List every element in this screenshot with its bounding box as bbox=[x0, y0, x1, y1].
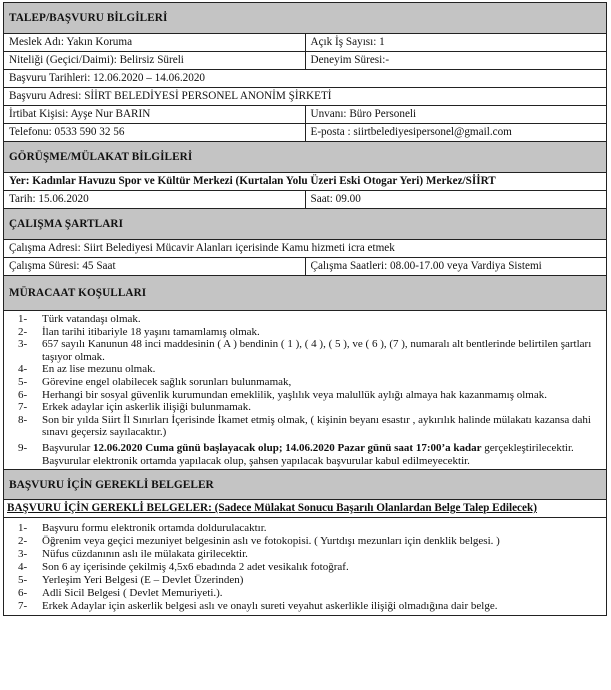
list-item: 7- Erkek Adaylar için askerlik belgesi aslı ve onaylı sureti veyahut askerlikle ilişiği olmadığına dair belge. bbox=[18, 599, 498, 612]
basvuru-tarih-vurgu: 12.06.2020 Cuma günü başlayacak olup; 14.06.2020 Pazar günü saat 17:00’a kadar bbox=[93, 441, 482, 454]
section-header-calisma: ÇALIŞMA ŞARTLARI bbox=[4, 209, 607, 240]
list-item: 6- Herhangi bir sosyal güvenlik kurumundan emeklilik, yaşlılık veya malullük aylığı almaya hak kazanmamış olmak. bbox=[18, 388, 547, 401]
belgeler-list bbox=[18, 522, 600, 612]
calisma-suresi-field: Çalışma Süresi: 45 Saat bbox=[4, 258, 306, 276]
job-posting-document bbox=[3, 2, 607, 616]
list-item: 4- En az lise mezunu olmak. bbox=[18, 363, 156, 376]
list-item: 6- Adli Sicil Belgesi ( Devlet Memuriyeti.). bbox=[18, 586, 223, 599]
list-item: 7- Erkek adaylar için askerlik ilişiği bulunmamak. bbox=[18, 401, 251, 414]
list-item: 8- Son bir yılda Siirt İl Sınırları İçerisinde İkamet etmiş olmak, ( kişinin beyanı esastır , aykırılık halinde mülakatı kazansa dahi sınavı geçersiz sayılacaktır.) bbox=[18, 413, 591, 439]
list-item: 1- Türk vatandaşı olmak. bbox=[18, 313, 141, 325]
list-item: 1- Başvuru formu elektronik ortamda doldurulacaktır. bbox=[18, 522, 267, 535]
belgeler-list-block bbox=[3, 518, 607, 616]
list-item: 3- 657 sayılı Kanunun 48 inci maddesinin ( A ) bendinin ( 1 ), ( 4 ), ( 5 ), ve ( 6 ), (7 ), numaralı alt bentlerinde belirtilen şartları taşıyor olmak. bbox=[18, 338, 592, 363]
niteligi-field: Niteliği (Geçici/Daimi): Belirsiz Süreli bbox=[4, 52, 306, 70]
basvuru-tarihleri-field: Başvuru Tarihleri: 12.06.2020 – 14.06.2020 bbox=[4, 70, 607, 88]
list-item: 3- Nüfus cüzdanının aslı ile mülakata girilecektir. bbox=[18, 547, 248, 560]
meslek-field: Meslek Adı: Yakın Koruma bbox=[4, 34, 306, 52]
list-item: 5- Yerleşim Yeri Belgesi (E – Devlet Üzerinden) bbox=[18, 573, 244, 586]
section-header-talep: TALEP/BAŞVURU BİLGİLERİ bbox=[4, 3, 607, 34]
deneyim-field: Deneyim Süresi:- bbox=[305, 52, 607, 70]
list-item: 5- Görevine engel olabilecek sağlık sorunları bulunmamak, bbox=[18, 375, 292, 388]
gorusme-tarih-field: Tarih: 15.06.2020 bbox=[4, 191, 306, 209]
list-item: 4- Son 6 ay içerisinde çekilmiş 4,5x6 ebadında 2 adet vesikalık fotoğraf. bbox=[18, 560, 349, 573]
list-item: 2- Öğrenim veya geçici mezuniyet belgesinin aslı ve fotokopisi. ( Yurtdışı mezunları için denklik belgesi. ) bbox=[18, 535, 500, 548]
calisma-saatleri-field: Çalışma Saatleri: 08.00-17.00 veya Vardiya Sistemi bbox=[305, 258, 607, 276]
belgeler-subheader: BAŞVURU İÇİN GEREKLİ BELGELER: (Sadece Mülakat Sonucu Başarılı Olanlardan Belge Talep Edilecek) bbox=[3, 500, 607, 518]
gorusme-saat-field: Saat: 09.00 bbox=[305, 191, 607, 209]
muracaat-list bbox=[18, 313, 600, 467]
eposta-field: E-posta : siirtbelediyesipersonel@gmail.com bbox=[305, 124, 607, 142]
list-item: 9- Başvurular 12.06.2020 Cuma günü başlayacak olup; 14.06.2020 Pazar günü saat 17:00’a kadar gerçekleştirilecektir. Başvurular elektronik ortamda yapılacak olup, şahsen yapılacak başvurular kabul edilmeyecektir. bbox=[18, 441, 574, 467]
section-header-gorusme: GÖRÜŞME/MÜLAKAT BİLGİLERİ bbox=[4, 142, 607, 173]
list-item: 2- İlan tarihi itibariyle 18 yaşını tamamlamış olmak. bbox=[18, 325, 260, 338]
calisma-adresi-field: Çalışma Adresi: Siirt Belediyesi Mücavir Alanları içerisinde Kamu hizmeti icra etmek bbox=[4, 240, 607, 258]
basvuru-adresi-field: Başvuru Adresi: SİİRT BELEDİYESİ PERSONEL ANONİM ŞİRKETİ bbox=[4, 88, 607, 106]
muracaat-list-block bbox=[3, 311, 607, 470]
form-table bbox=[3, 2, 607, 311]
section-header-belgeler: BAŞVURU İÇİN GEREKLİ BELGELER bbox=[3, 470, 607, 500]
irtibat-field: İrtibat Kişisi: Ayşe Nur BARIN bbox=[4, 106, 306, 124]
acik-is-field: Açık İş Sayısı: 1 bbox=[305, 34, 607, 52]
unvan-field: Unvanı: Büro Personeli bbox=[305, 106, 607, 124]
section-header-muracaat: MÜRACAAT KOŞULLARI bbox=[4, 276, 607, 311]
telefon-field: Telefonu: 0533 590 32 56 bbox=[4, 124, 306, 142]
gorusme-yer-field: Yer: Kadınlar Havuzu Spor ve Kültür Merkezi (Kurtalan Yolu Üzeri Eski Otogar Yeri) Merkez/SİİRT bbox=[4, 173, 607, 191]
